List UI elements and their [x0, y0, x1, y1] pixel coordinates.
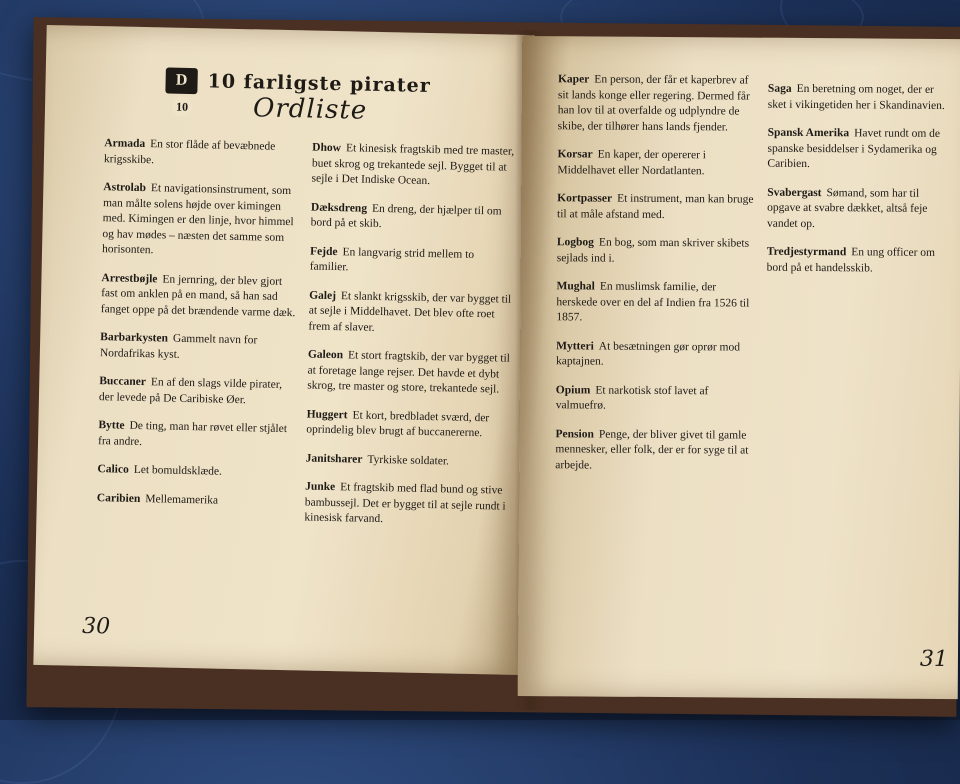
glossary-definition: Et instrument, man kan bruge til at måle afstand med.: [557, 192, 754, 221]
glossary-entry: [555, 427, 755, 475]
glossary-entry: [310, 200, 516, 235]
logo-number: 10: [172, 97, 192, 117]
glossary-entry: [306, 451, 511, 471]
glossary-entry: [557, 191, 757, 223]
glossary-entry: [99, 374, 298, 409]
glossary-term: Janitsharer: [305, 451, 363, 466]
glossary-definition: Et navigationsinstrument, som man målte solens højde over kimingen med. Kimingen er den linje, hvor himmel og hav mødes – næsten det samme som horisonten.: [101, 182, 294, 257]
glossary-definition: En muslimsk familie, der herskede over en del af Indien fra 1526 til 1857.: [556, 280, 750, 324]
glossary-term: Pension: [555, 427, 594, 441]
glossary-entry: [310, 244, 516, 279]
glossary-definition: Let bomuldsklæde.: [133, 463, 223, 478]
glossary-term: Barbarkysten: [100, 331, 169, 345]
glossary-definition: En bog, som man skriver skibets sejlads ind i.: [556, 236, 750, 265]
glossary-column-4: [767, 82, 953, 290]
glossary-definition: Et narkotisk stof lavet af valmuefrø.: [555, 384, 709, 412]
glossary-term: Svabergast: [767, 186, 822, 199]
glossary-term: Caribien: [96, 491, 141, 505]
glossary-definition: En person, der får et kaperbrev af sit lands konge eller regering. Dermed får han lov til at overfalde og udplyndre de skibe, der tilhører hans lands fjender.: [557, 73, 750, 133]
glossary-term: Mughal: [556, 280, 595, 293]
glossary-definition: Havet rundt om de spanske besiddelser i Sydamerika og Caribien.: [767, 127, 941, 171]
glossary-entry: [311, 141, 517, 192]
glossary-entry: [304, 479, 510, 530]
glossary-entry: [307, 348, 513, 399]
glossary-definition: En ung officer om bord på et handelsskib.: [766, 246, 936, 274]
glossary-term: Astrolab: [103, 181, 147, 195]
glossary-entry: [768, 82, 953, 114]
right-page-number: 31: [919, 646, 949, 672]
glossary-term: Opium: [555, 383, 591, 396]
glossary-entry: [767, 185, 952, 233]
glossary-column-1: [96, 136, 302, 523]
glossary-definition: Tyrkiske soldater.: [367, 453, 450, 467]
glossary-entry: [100, 330, 299, 365]
glossary-term: Calico: [97, 463, 129, 476]
glossary-definition: Penge, der bliver givet til gamle mennesker, eller folk, der er for syge til at arbejde.: [555, 428, 749, 472]
glossary-entry: [306, 407, 512, 442]
glossary-term: Dæksdreng: [310, 201, 368, 215]
glossary-term: Mytteri: [556, 339, 594, 353]
glossary-term: Galeon: [307, 348, 344, 362]
glossary-definition: Et kinesisk fragtskib med tre master, buet skrog og trekantede sejl. Bygget til at sejle i Det Indiske Ocean.: [311, 142, 515, 188]
glossary-term: Buccaner: [99, 375, 147, 389]
glossary-entry: [98, 418, 297, 453]
glossary-entry: [557, 147, 757, 179]
glossary-term: Dhow: [312, 141, 342, 155]
glossary-definition: Sømand, som har til opgave at svabre dækket, altså feje vandet op.: [766, 186, 928, 230]
glossary-definition: Gammelt navn for Nordafrikas kyst.: [99, 332, 258, 361]
glossary-term: Armada: [104, 137, 146, 151]
glossary-entry: [308, 288, 514, 339]
glossary-term: Galej: [309, 289, 337, 302]
glossary-entry: [558, 72, 758, 135]
glossary-definition: En kaper, der opererer i Middelhavet eller Nordatlanten.: [557, 148, 707, 177]
glossary-definition: En stor flåde af bevæbnede krigsskibe.: [103, 138, 276, 166]
glossary-term: Spansk Amerika: [767, 126, 850, 140]
glossary-definition: Et slankt krigsskib, der var bygget til at sejle i Middelhavet. Det blev ofte roet frem af slaver.: [308, 289, 512, 334]
glossary-entry: [102, 180, 302, 262]
glossary-definition: En langvarig strid mellem to familier.: [309, 245, 475, 274]
glossary-definition: En jernring, der blev gjort fast om anklen på en mand, så han sad fanget oppe på det brændende varme dæk.: [100, 272, 296, 319]
glossary-entry: [104, 136, 303, 171]
glossary-entry: [556, 279, 756, 327]
glossary-term: Junke: [305, 480, 336, 494]
glossary-entry: [557, 235, 757, 267]
glossary-entry: [556, 383, 756, 415]
glossary-column-2: [304, 141, 517, 544]
glossary-entry: [97, 491, 295, 511]
glossary-term: Bytte: [98, 419, 125, 432]
glossary-term: Kaper: [557, 73, 590, 86]
glossary-definition: De ting, man har røvet eller stjålet fra andre.: [97, 419, 288, 448]
right-page: [518, 36, 960, 699]
glossary-term: Kortpasser: [557, 192, 613, 205]
left-page: [33, 25, 534, 675]
glossary-entry: [767, 126, 952, 174]
page-heading: Ordliste: [252, 93, 368, 126]
glossary-entry: [556, 339, 756, 371]
glossary-definition: Et fragtskib med flad bund og stive bambussejl. Det er bygget til at sejle rundt i kinesisk farvand.: [304, 481, 506, 526]
glossary-term: Tredjestyrmand: [766, 245, 847, 259]
glossary-definition: At besætningen gør oprør mod kaptajnen.: [555, 340, 741, 368]
left-page-number: 30: [81, 613, 111, 640]
glossary-definition: En dreng, der hjælper til om bord på et skib.: [310, 202, 502, 231]
glossary-term: Huggert: [306, 407, 348, 421]
glossary-term: Korsar: [557, 148, 593, 161]
glossary-entry: [767, 245, 952, 277]
glossary-definition: En af den slags vilde pirater, der levede på De Caribiske Øer.: [98, 376, 283, 406]
glossary-definition: Mellemamerika: [145, 492, 219, 507]
glossary-definition: En beretning om noget, der er sket i vikingetiden her i Skandinavien.: [767, 82, 945, 112]
glossary-term: Saga: [767, 82, 792, 95]
glossary-column-3: [555, 72, 758, 487]
glossary-term: Logbog: [556, 236, 594, 249]
glossary-definition: Et kort, bredbladet sværd, der oprindelig blev brugt af buccanererne.: [306, 408, 490, 440]
glossary-entry: [101, 271, 300, 322]
glossary-term: Arrestbøjle: [101, 271, 158, 285]
series-logo: D10: [165, 67, 198, 94]
glossary-entry: [97, 462, 295, 482]
glossary-definition: Et stort fragtskib, der var bygget til at foretage lange rejser. Det havde et dybt skrog, tre master og store, trekantede sejl.: [307, 349, 511, 396]
series-title: 10 farligste pirater: [207, 70, 431, 98]
glossary-term: Fejde: [309, 245, 338, 258]
